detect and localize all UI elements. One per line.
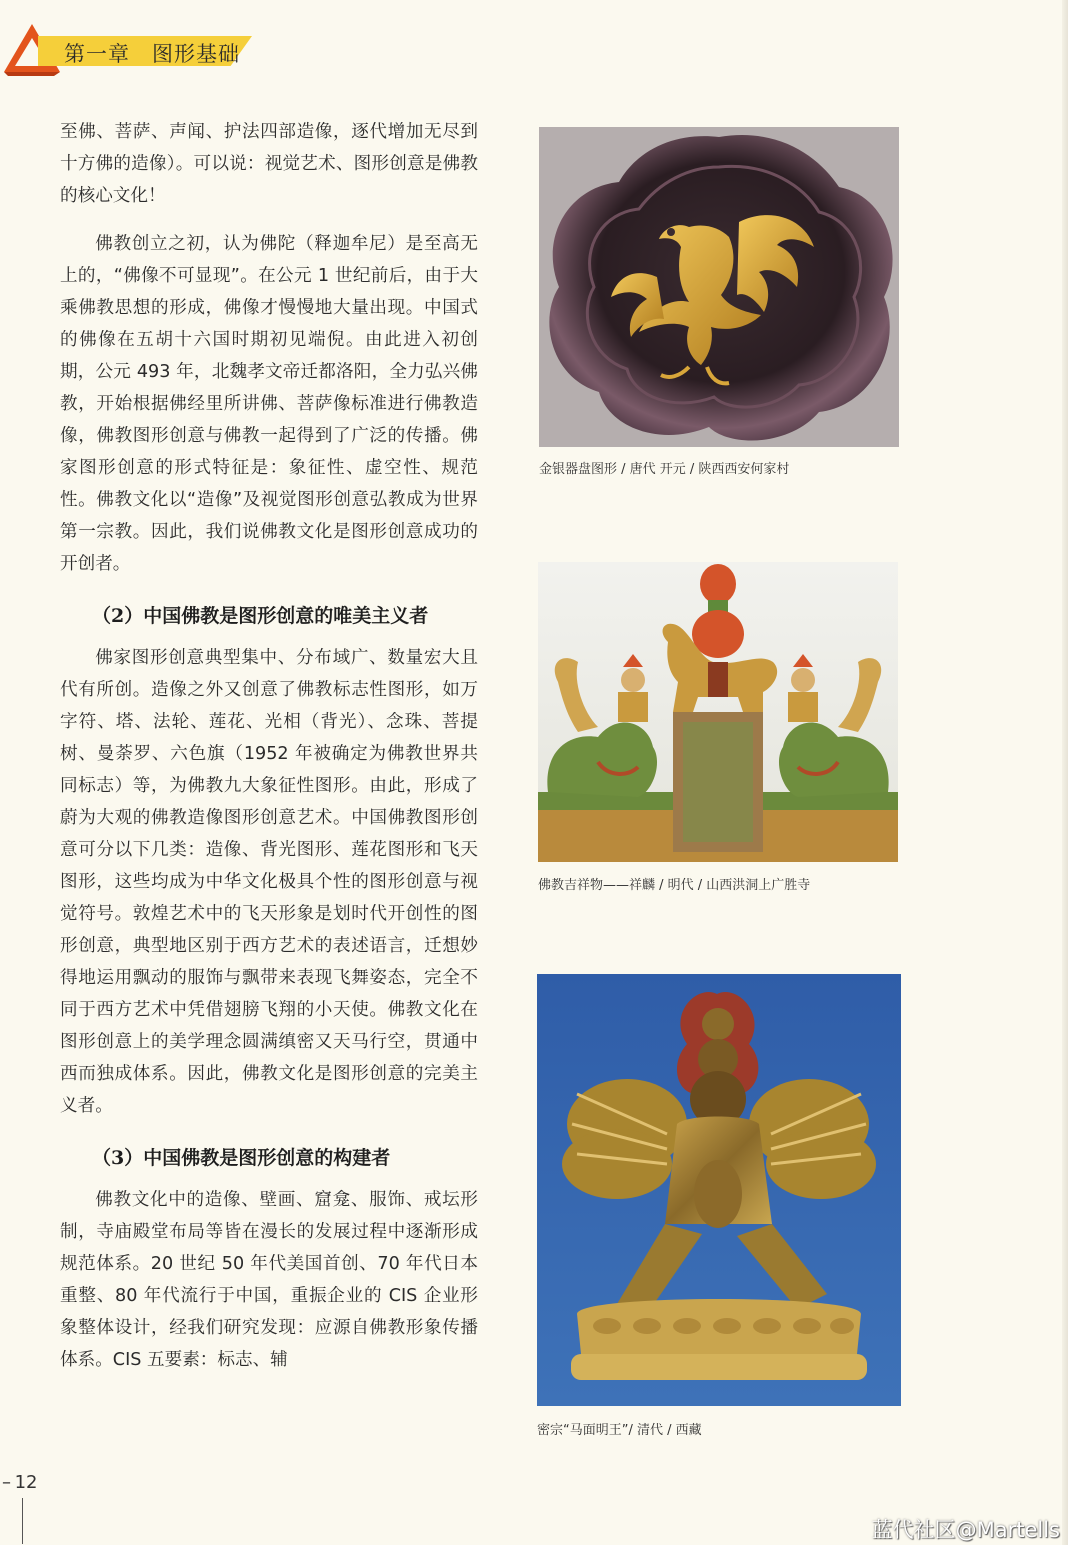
chapter-header xyxy=(0,22,260,78)
watermark: 蓝代社区@Martells xyxy=(871,1518,1060,1542)
section-heading-3: （3）中国佛教是图形创意的构建者 xyxy=(92,1147,391,1169)
page-rule xyxy=(22,1498,23,1544)
page-number-value: 12 xyxy=(14,1472,38,1493)
figure-1-caption: 金银器盘图形 / 唐代 开元 / 陕西西安何家村 xyxy=(539,462,790,477)
figure-3-caption: 密宗“马面明王”/ 清代 / 西藏 xyxy=(537,1423,702,1438)
figure-plate-image xyxy=(539,127,899,447)
page-edge xyxy=(1062,0,1068,1545)
figure-qilin-image xyxy=(538,562,898,862)
page-number: – 12 xyxy=(2,1472,38,1493)
body-text-column xyxy=(60,116,478,1376)
section-heading-2: （2）中国佛教是图形创意的唯美主义者 xyxy=(92,605,429,627)
figure-statue-image xyxy=(537,974,901,1406)
paragraph-4: 佛教文化中的造像、壁画、窟龛、服饰、戒坛形制，寺庙殿堂布局等皆在漫长的发展过程中逐渐形成规范体系。20 世纪 50 年代美国首创、70 年代日本重整、80 年代流行于中国，重振企业的 CIS 企业形象整体设计，经我们研究发现：应源自佛教形象传播体系。CIS 五要素：标志、辅 xyxy=(60,1190,478,1370)
chapter-name: 图形基础 xyxy=(152,42,240,66)
paragraph-2: 佛教创立之初，认为佛陀（释迦牟尼）是至高无上的，“佛像不可显现”。在公元 1 世纪前后，由于大乘佛教思想的形成，佛像才慢慢地大量出现。中国式的佛像在五胡十六国时期初见端倪。由此进入初创期，公元 493 年，北魏孝文帝迁都洛阳，全力弘兴佛教，开始根据佛经里所讲佛、菩萨像标准进行佛教造像，佛教图形创意与佛教一起得到了广泛的传播。佛家图形创意的形式特征是：象征性、虚空性、规范性。佛教文化以“造像”及视觉图形创意弘教成为世界第一宗教。因此，我们说佛教文化是图形创意成功的开创者。 xyxy=(60,234,478,574)
paragraph-1: 至佛、菩萨、声闻、护法四部造像，逐代增加无尽到十方佛的造像）。可以说：视觉艺术、图形创意是佛教的核心文化！ xyxy=(60,122,478,206)
paragraph-3: 佛家图形创意典型集中、分布域广、数量宏大且代有所创。造像之外又创意了佛教标志性图形，如万字符、塔、法轮、莲花、光相（背光）、念珠、菩提树、曼荼罗、六色旗（1952 年被确定为佛教世界共同标志）等，为佛教九大象征性图形。由此，形成了蔚为大观的佛教造像图形创意艺术。中国佛教图形创意可分以下几类：造像、背光图形、莲花图形和飞天图形，这些均成为中华文化极具个性的图形创意与视觉符号。敦煌艺术中的飞天形象是划时代开创性的图形创意，典型地区别于西方艺术的表述语言，迁想妙得地运用飘动的服饰与飘带来表现飞舞姿态，完全不同于西方艺术中凭借翅膀飞翔的小天使。佛教文化在图形创意上的美学理念圆满缜密又天马行空，贯通中西而独成体系。因此，佛教文化是图形创意的完美主义者。 xyxy=(60,648,478,1116)
chapter-title xyxy=(64,38,240,68)
chapter-number: 第一章 xyxy=(64,42,130,66)
figure-2-caption: 佛教吉祥物——祥麟 / 明代 / 山西洪洞上广胜寺 xyxy=(538,878,811,893)
